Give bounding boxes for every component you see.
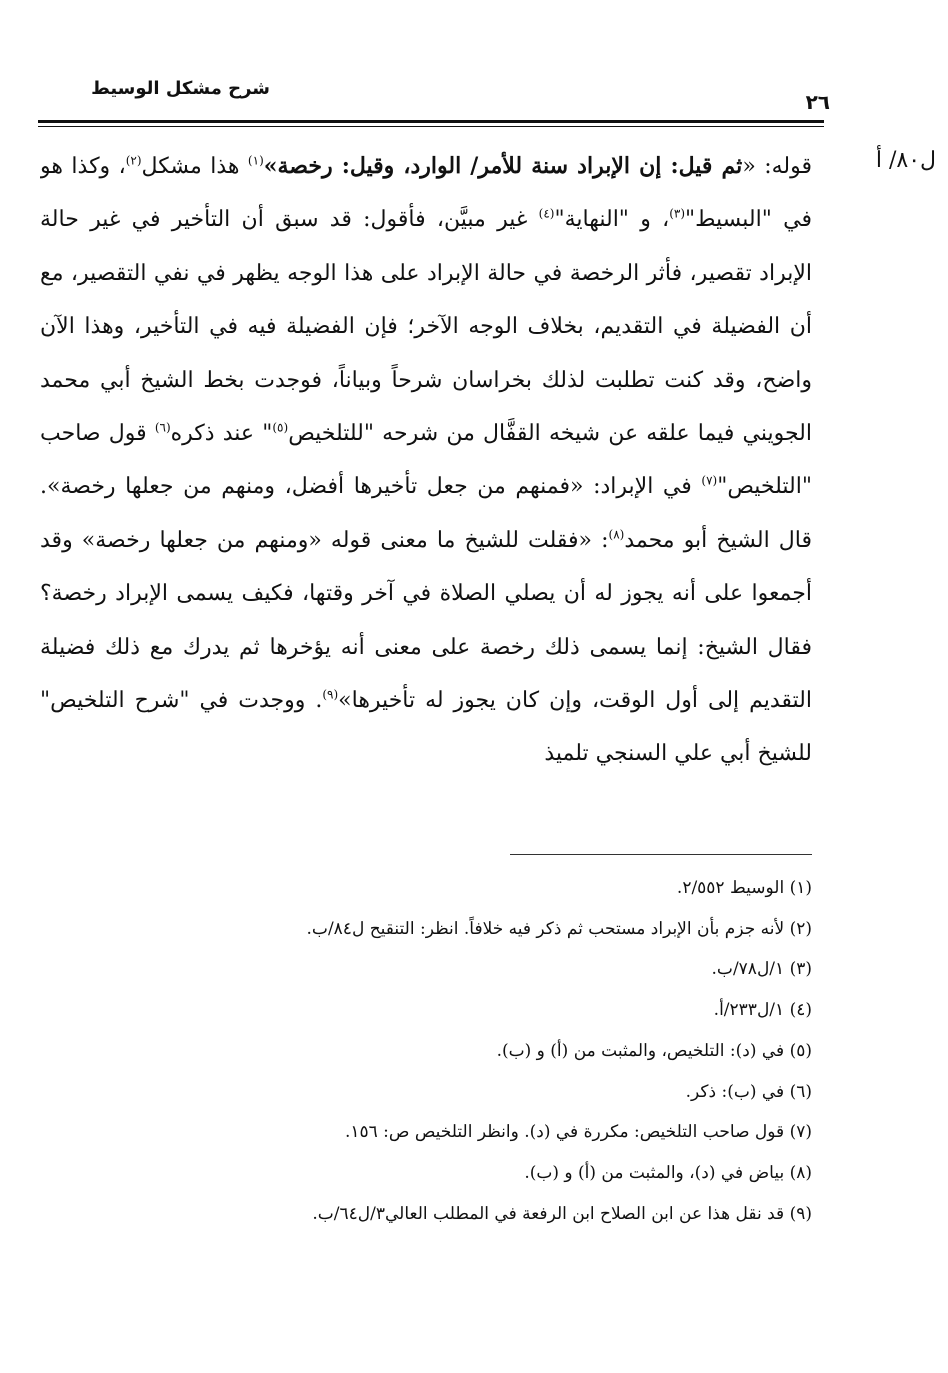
quoted-phrase: ثم قيل: إن الإبراد سنة للأمر/ الوارد، وقيل: رخصة»: [263, 153, 743, 179]
text-segment: ، و "النهاية": [554, 207, 670, 233]
footnote-marker: (٧): [701, 474, 718, 489]
footnote-marker: (٥): [272, 420, 289, 435]
footnote-marker: (٨): [608, 527, 625, 542]
text-segment: في الإبراد: «فمنهم من جعل تأخيرها أفضل، ومنهم من جعلها رخصة». قال الشيخ أبو محمد: [40, 474, 812, 553]
footnote-item: (٨) بياض في (د)، والمثبت من (أ) و (ب).: [524, 1162, 812, 1183]
footnotes: [60, 868, 812, 1234]
text-segment: : «فقلت للشيخ ما معنى قوله «ومنهم من جعلها رخصة» وقد أجمعوا على أنه يجوز له أن يصلي الصلاة في آخر وقتها، فكيف يسمى الإبراد رخصة؟ فقال الشيخ: إنما يسمى ذلك رخصة على معنى أنه يؤخرها ثم يدرك مع ذلك فضيلة التقديم إلى أول الوقت، وإن كان يجوز له تأخيرها»: [40, 527, 812, 714]
footnote-item: (٦) في (ب): ذكر.: [685, 1081, 812, 1102]
header-rule-thick: [38, 120, 824, 123]
book-title: شرح مشكل الوسيط: [91, 78, 270, 99]
footnote-item: (٧) قول صاحب التلخيص: مكررة في (د). وانظر التلخيص ص: ١٥٦.: [344, 1122, 812, 1143]
main-paragraph: [40, 140, 812, 781]
footnote-marker: (١): [247, 153, 264, 168]
footnote-item: (١) الوسيط ٢/٥٥٢.: [676, 878, 812, 898]
footnote-marker: (٦): [154, 420, 171, 435]
footnote-item: (٤) ١/ل٢٣٣/أ.: [713, 1000, 812, 1021]
manuscript-folio-ref: ل٨٠/ أ: [875, 148, 936, 173]
footnote-item: (٥) في (د): التلخيص، والمثبت من (أ) و (ب).: [496, 1040, 812, 1061]
header-rule-thin: [38, 126, 824, 127]
text-segment: قوله: «: [742, 154, 812, 179]
page-number: ٢٦: [805, 90, 830, 114]
text-segment: " عند ذكره: [170, 421, 273, 447]
main-text: [40, 140, 812, 840]
footnote-marker: (٢): [125, 153, 142, 168]
text-segment: غير مبيَّن، فأقول: قد سبق أن التأخير في غير حالة الإبراد تقصير، فأثر الرخصة في حالة الإبراد على هذا الوجه يظهر في نفي التقصير، مع أن الفضيلة في التقديم، بخلاف الوجه الآخر؛ فإن الفضيلة فيه في التأخير، وهذا الآن واضح، وقد كنت تطلبت لذلك بخراسان شرحاً وبياناً، فوجدت بخط الشيخ أبي محمد الجويني فيما علقه عن شيخه القفَّال من شرحه "للتلخيص: [40, 207, 812, 447]
footnote-item: (٢) لأنه جزم بأن الإبراد مستحب ثم ذكر فيه خلافاً. انظر: التنقيح ل٨٤/ب.: [306, 918, 812, 939]
text-segment: ، وكذا هو في "البسيط": [40, 154, 812, 233]
footnote-marker: (٣): [669, 207, 686, 222]
footnote-marker: (٤): [538, 207, 555, 222]
footnote-item: (٩) قد نقل هذا عن ابن الصلاح ابن الرفعة في المطلب العالي٣/ل٦٤/ب.: [312, 1203, 812, 1224]
footnote-separator: [510, 854, 812, 855]
text-segment: هذا مشكل: [141, 154, 248, 179]
text-segment: قول صاحب "التلخيص": [40, 421, 812, 500]
text-segment: . ووجدت في "شرح التلخيص" للشيخ أبي علي السنجي تلميذ: [40, 688, 812, 767]
footnote-item: (٣) ١/ل٧٨/ب.: [711, 959, 812, 980]
footnote-marker: (٩): [322, 687, 339, 702]
